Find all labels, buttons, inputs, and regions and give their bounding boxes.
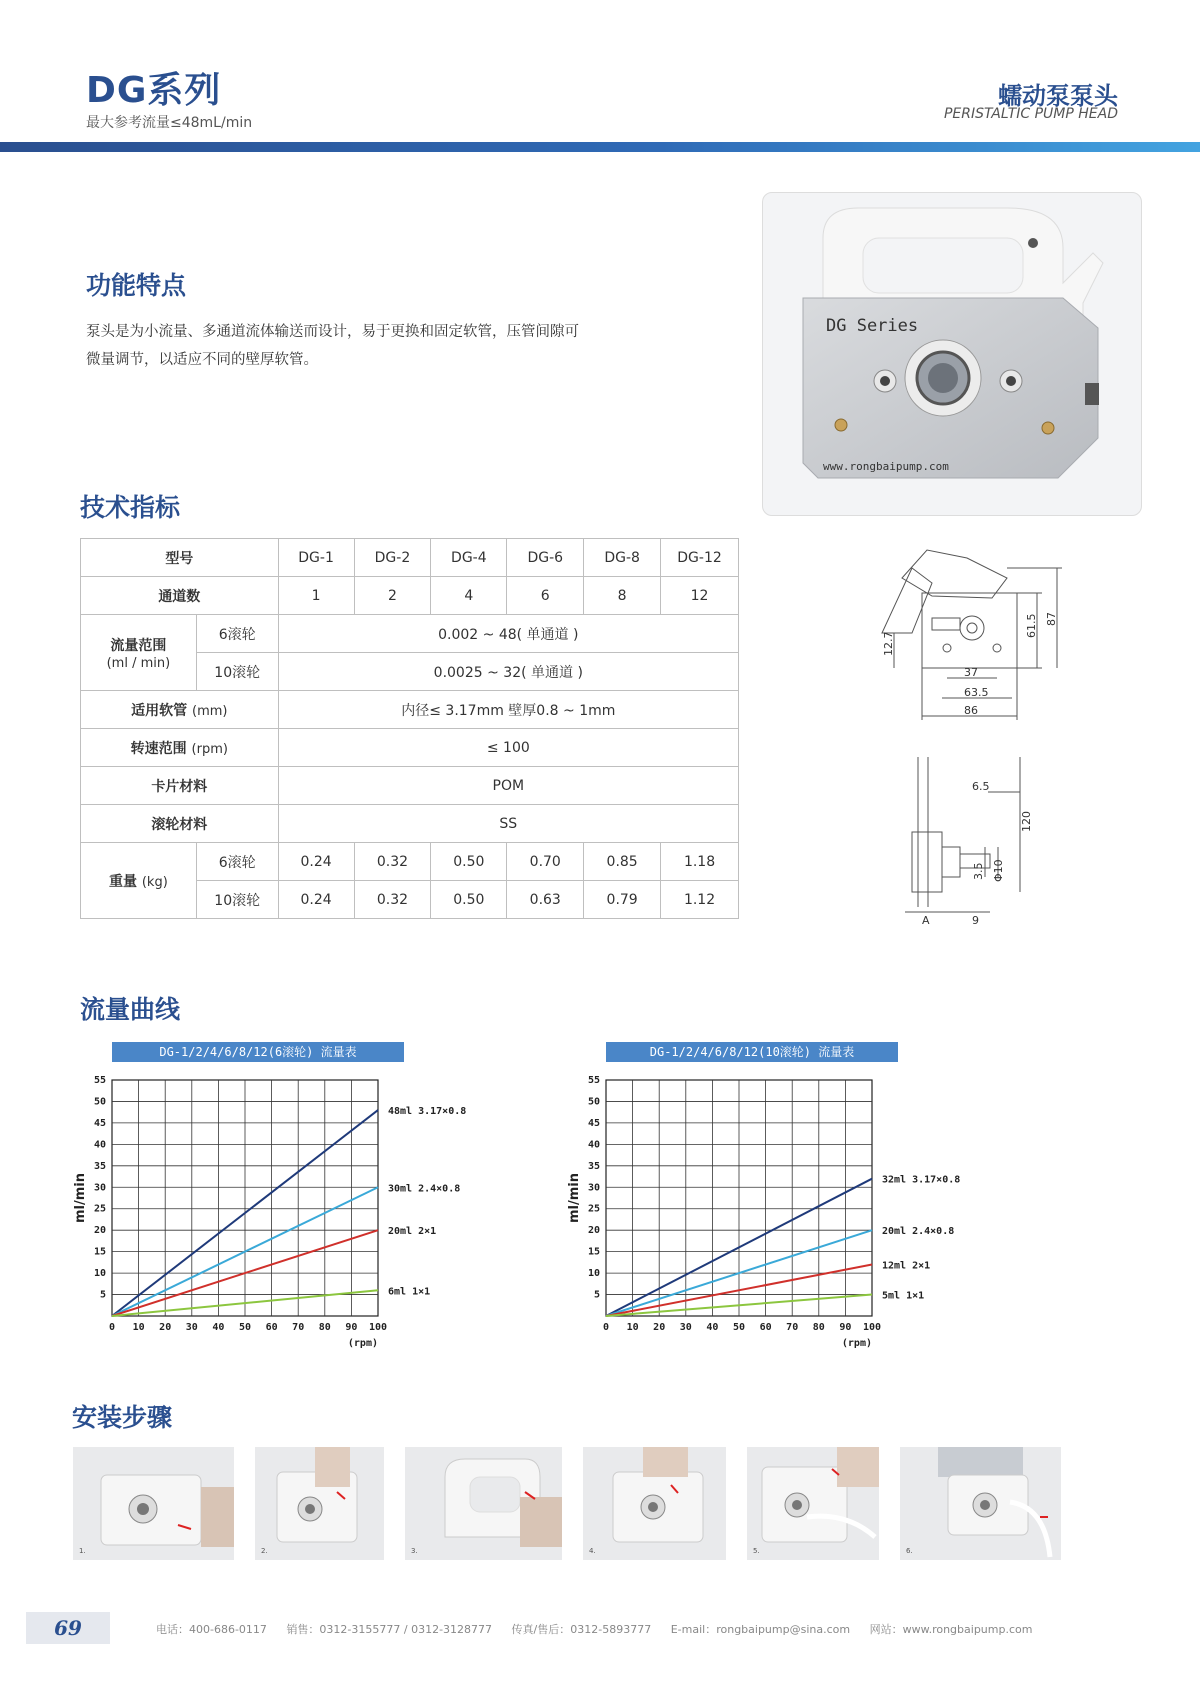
weight-cell: 0.50: [431, 843, 507, 881]
x-tick-label: 80: [812, 1322, 825, 1333]
channels-cell: 12: [661, 577, 739, 615]
tube-unit: (mm): [192, 703, 228, 719]
series-label: 6ml 1×1: [388, 1286, 431, 1298]
step-caption: 1.: [79, 1547, 86, 1555]
footer-sales: 销售：0312-3155777 / 0312-3128777: [286, 1623, 493, 1636]
x-axis-label: (rpm): [347, 1338, 378, 1349]
flow-chart-6-roller: [72, 1042, 552, 1362]
x-tick-label: 90: [839, 1322, 852, 1333]
table-row: [81, 577, 739, 615]
y-tick-label: 30: [93, 1182, 106, 1194]
dim-side-1: 6.5: [972, 780, 990, 793]
speed-label: 转速范围: [130, 740, 187, 757]
footer-fax: 传真/售后：0312-5893777: [511, 1623, 652, 1636]
chart-title: DG-1/2/4/6/8/12(10滚轮) 流量表: [606, 1042, 898, 1062]
series-label: 32ml 3.17×0.8: [882, 1174, 961, 1186]
x-tick-label: 100: [368, 1322, 388, 1333]
dim-side-5: A: [922, 914, 930, 927]
weight-cell: 0.50: [431, 881, 507, 919]
series-label: 12ml 2×1: [882, 1260, 931, 1272]
dim-front-1: 12.7: [882, 631, 895, 656]
weight-cell: 0.79: [584, 881, 661, 919]
flow-label: 流量范围: [110, 637, 167, 654]
weight-cell: 0.24: [278, 881, 354, 919]
step-illustration: [583, 1447, 726, 1560]
channels-label: 通道数: [81, 577, 279, 615]
x-tick-label: 60: [265, 1322, 278, 1333]
x-tick-label: 20: [653, 1322, 666, 1333]
x-tick-label: 90: [345, 1322, 358, 1333]
page-number: 69: [26, 1612, 110, 1644]
x-tick-label: 20: [159, 1322, 172, 1333]
series-label: 5ml 1×1: [882, 1290, 925, 1302]
clip-material-value: POM: [278, 767, 738, 805]
model-cell: DG-12: [661, 539, 739, 577]
install-step-photo: [900, 1447, 1061, 1560]
weight-label: 重量: [108, 873, 137, 890]
y-axis-label: ml/min: [567, 1172, 582, 1224]
y-tick-label: 5: [99, 1289, 106, 1301]
footer-email: E-mail：rongbaipump@sina.com: [670, 1623, 851, 1636]
tube-label: 适用软管: [131, 702, 188, 719]
weight-cell: 0.63: [507, 881, 584, 919]
weight-cell: 0.32: [354, 843, 431, 881]
model-label: 型号: [81, 539, 279, 577]
tube-label-cell: [81, 691, 279, 729]
table-row: [81, 691, 739, 729]
y-tick-label: 35: [587, 1160, 600, 1172]
step-illustration: [405, 1447, 562, 1560]
channels-cell: 8: [584, 577, 661, 615]
x-tick-label: 0: [108, 1322, 116, 1333]
roller10-label: 10滚轮: [196, 881, 278, 919]
step-caption: 6.: [906, 1547, 913, 1555]
x-tick-label: 40: [706, 1322, 719, 1333]
step-caption: 2.: [261, 1547, 268, 1555]
series-label: 20ml 2×1: [388, 1226, 437, 1238]
dim-side-6: 9: [972, 914, 979, 927]
table-row: [81, 539, 739, 577]
flow-unit: (ml / min): [106, 655, 171, 671]
table-row: [81, 767, 739, 805]
y-tick-label: 20: [587, 1225, 600, 1237]
chart-plot: [566, 1062, 1046, 1362]
weight-cell: 0.24: [278, 843, 354, 881]
step-illustration: [900, 1447, 1061, 1560]
model-cell: DG-6: [507, 539, 584, 577]
weight-unit: (kg): [141, 874, 168, 890]
table-row: [81, 729, 739, 767]
x-tick-label: 30: [185, 1322, 198, 1333]
product-photo: [762, 192, 1142, 516]
y-axis-label: ml/min: [73, 1172, 88, 1224]
photo-series-label: DG Series: [826, 316, 919, 336]
chart-plot: [72, 1062, 552, 1362]
x-tick-label: 70: [292, 1322, 305, 1333]
footer-phone: 电话：400-686-0117: [156, 1623, 267, 1636]
x-tick-label: 50: [732, 1322, 746, 1333]
flow-label-cell: [81, 615, 197, 691]
model-cell: DG-8: [584, 539, 661, 577]
model-cell: DG-4: [431, 539, 507, 577]
series-label: 30ml 2.4×0.8: [388, 1183, 461, 1195]
dimension-drawing-side: [900, 752, 1050, 927]
y-tick-label: 55: [587, 1075, 600, 1086]
channels-cell: 6: [507, 577, 584, 615]
table-row: [81, 805, 739, 843]
table-row: [81, 843, 739, 881]
specs-title: 技术指标: [80, 493, 181, 522]
product-title-en: PERISTALTIC PUMP HEAD: [943, 106, 1118, 122]
speed-value: ≤ 100: [278, 729, 738, 767]
y-tick-label: 15: [587, 1246, 600, 1258]
step-illustration: [255, 1447, 384, 1560]
model-cell: DG-2: [354, 539, 431, 577]
dim-front-5: 63.5: [964, 686, 989, 699]
y-tick-label: 55: [93, 1075, 106, 1086]
y-tick-label: 20: [93, 1225, 106, 1237]
step-illustration: [747, 1447, 879, 1560]
x-tick-label: 10: [132, 1322, 145, 1333]
footer-contact: [156, 1621, 1048, 1637]
install-step-photo: [405, 1447, 562, 1560]
roller-material-label: 滚轮材料: [81, 805, 279, 843]
x-tick-label: 30: [679, 1322, 692, 1333]
step-caption: 3.: [411, 1547, 418, 1555]
photo-url-label: www.rongbaipump.com: [823, 460, 949, 473]
x-tick-label: 60: [759, 1322, 772, 1333]
x-tick-label: 40: [212, 1322, 225, 1333]
x-tick-label: 80: [318, 1322, 331, 1333]
channels-cell: 2: [354, 577, 431, 615]
y-tick-label: 30: [587, 1182, 600, 1194]
pump-head-illustration: [763, 193, 1141, 515]
x-axis-label: (rpm): [841, 1338, 872, 1349]
dim-front-4: 37: [964, 666, 978, 679]
y-tick-label: 25: [93, 1203, 106, 1215]
weight-cell: 1.18: [661, 843, 739, 881]
y-tick-label: 10: [587, 1268, 600, 1280]
install-step-photo: [73, 1447, 234, 1560]
dim-side-3: 3.5: [972, 862, 985, 880]
install-step-photo: [255, 1447, 384, 1560]
channels-cell: 1: [278, 577, 354, 615]
speed-unit: (rpm): [191, 741, 228, 757]
y-tick-label: 15: [93, 1246, 106, 1258]
features-description: 泵头是为小流量、多通道流体输送而设计，易于更换和固定软管，压管间隙可微量调节，以适应不同的壁厚软管。: [86, 324, 579, 368]
y-tick-label: 45: [587, 1117, 600, 1129]
x-tick-label: 70: [786, 1322, 799, 1333]
x-tick-label: 100: [862, 1322, 882, 1333]
dim-side-2: 120: [1020, 811, 1033, 832]
install-step-photo: [747, 1447, 879, 1560]
series-label: 20ml 2.4×0.8: [882, 1226, 955, 1238]
weight-label-cell: [81, 843, 197, 919]
weight-cell: 0.85: [584, 843, 661, 881]
y-tick-label: 40: [587, 1139, 600, 1151]
weight-cell: 1.12: [661, 881, 739, 919]
speed-label-cell: [81, 729, 279, 767]
table-row: [81, 615, 739, 653]
y-tick-label: 50: [587, 1096, 600, 1108]
x-tick-label: 10: [626, 1322, 639, 1333]
channels-cell: 4: [431, 577, 507, 615]
roller10-label: 10滚轮: [196, 653, 278, 691]
flow-10-value: 0.0025 ~ 32( 单通道 ): [278, 653, 738, 691]
roller6-label: 6滚轮: [196, 615, 278, 653]
features-title: 功能特点: [86, 271, 187, 300]
y-tick-label: 25: [587, 1203, 600, 1215]
x-tick-label: 0: [602, 1322, 610, 1333]
chart-title: DG-1/2/4/6/8/12(6滚轮) 流量表: [112, 1042, 404, 1062]
product-title-cn: 蠕动泵泵头: [998, 82, 1118, 110]
dim-front-3: 87: [1045, 612, 1058, 626]
y-tick-label: 35: [93, 1160, 106, 1172]
install-title: 安装步骤: [72, 1403, 173, 1432]
dim-front-2: 61.5: [1025, 613, 1038, 638]
footer-website: 网站：www.rongbaipump.com: [869, 1623, 1033, 1636]
tube-value: 内径≤ 3.17mm 壁厚0.8 ~ 1mm: [278, 691, 738, 729]
y-tick-label: 50: [93, 1096, 106, 1108]
roller-material-value: SS: [278, 805, 738, 843]
step-caption: 4.: [589, 1547, 596, 1555]
clip-material-label: 卡片材料: [81, 767, 279, 805]
weight-cell: 0.32: [354, 881, 431, 919]
y-tick-label: 5: [593, 1289, 600, 1301]
flow-6-value: 0.002 ~ 48( 单通道 ): [278, 615, 738, 653]
x-tick-label: 50: [238, 1322, 252, 1333]
weight-cell: 0.70: [507, 843, 584, 881]
dim-side-4: Φ10: [992, 859, 1005, 882]
spec-table: [80, 538, 739, 919]
dimension-drawing-front: [872, 538, 1072, 738]
series-title: DG系列: [86, 70, 222, 111]
roller6-label: 6滚轮: [196, 843, 278, 881]
install-step-photo: [583, 1447, 726, 1560]
dim-front-6: 86: [964, 704, 978, 717]
y-tick-label: 45: [93, 1117, 106, 1129]
series-subtitle: 最大参考流量≤48mL/min: [86, 115, 253, 131]
model-cell: DG-1: [278, 539, 354, 577]
header-band: [0, 142, 1200, 152]
step-illustration: [73, 1447, 234, 1560]
step-caption: 5.: [753, 1547, 760, 1555]
flow-section-title: 流量曲线: [80, 995, 181, 1024]
y-tick-label: 10: [93, 1268, 106, 1280]
flow-chart-10-roller: [566, 1042, 1046, 1362]
series-label: 48ml 3.17×0.8: [388, 1106, 467, 1118]
y-tick-label: 40: [93, 1139, 106, 1151]
